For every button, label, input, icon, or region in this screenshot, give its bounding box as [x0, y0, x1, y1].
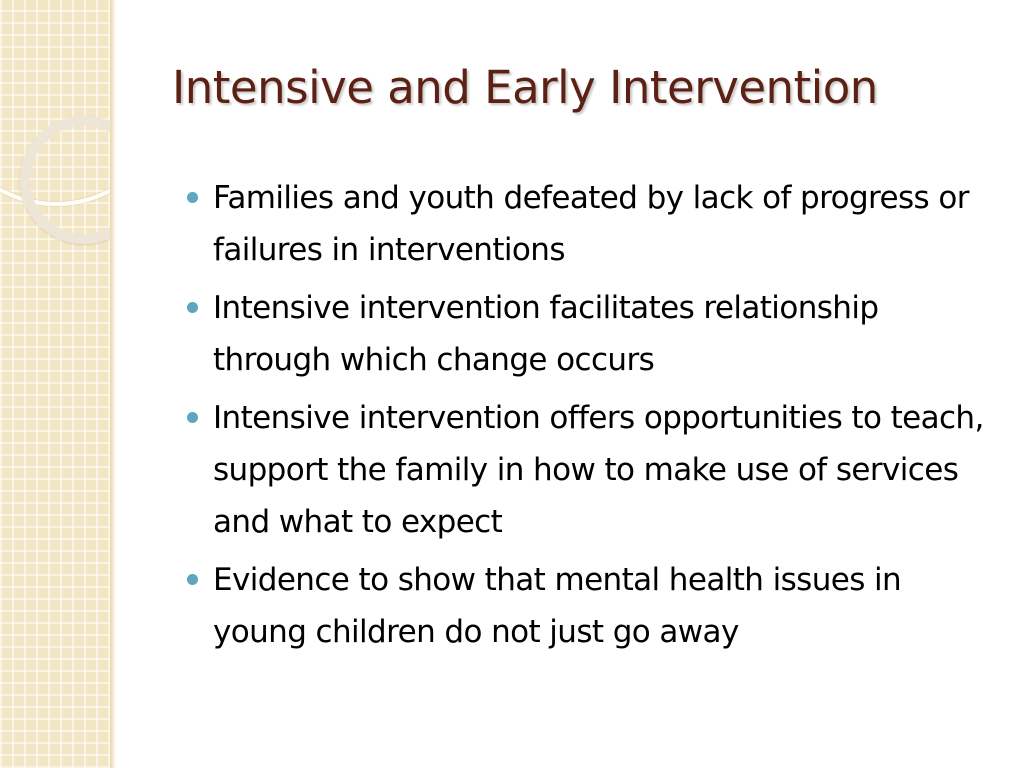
bullet-item [186, 172, 986, 276]
sidebar-edge [110, 0, 116, 768]
bullet-dot-icon [187, 302, 198, 313]
bullet-dot-icon [187, 192, 198, 203]
bullet-text: Intensive intervention facilitates relationship through which change occurs [213, 290, 879, 378]
bullet-text: Families and youth defeated by lack of progress or failures in interventions [213, 180, 969, 268]
bullet-text: Intensive intervention offers opportunities to teach, support the family in how to make use of services and what to expect [213, 400, 984, 540]
bullet-dot-icon [187, 412, 198, 423]
bullet-item [186, 554, 986, 658]
bullet-text: Evidence to show that mental health issues in young children do not just go away [213, 562, 902, 650]
decorative-mask [116, 0, 176, 260]
bullet-item [186, 282, 986, 386]
slide-title: Intensive and Early Intervention [172, 61, 878, 114]
bullet-list [186, 172, 986, 664]
bullet-item [186, 392, 986, 548]
bullet-dot-icon [187, 574, 198, 585]
